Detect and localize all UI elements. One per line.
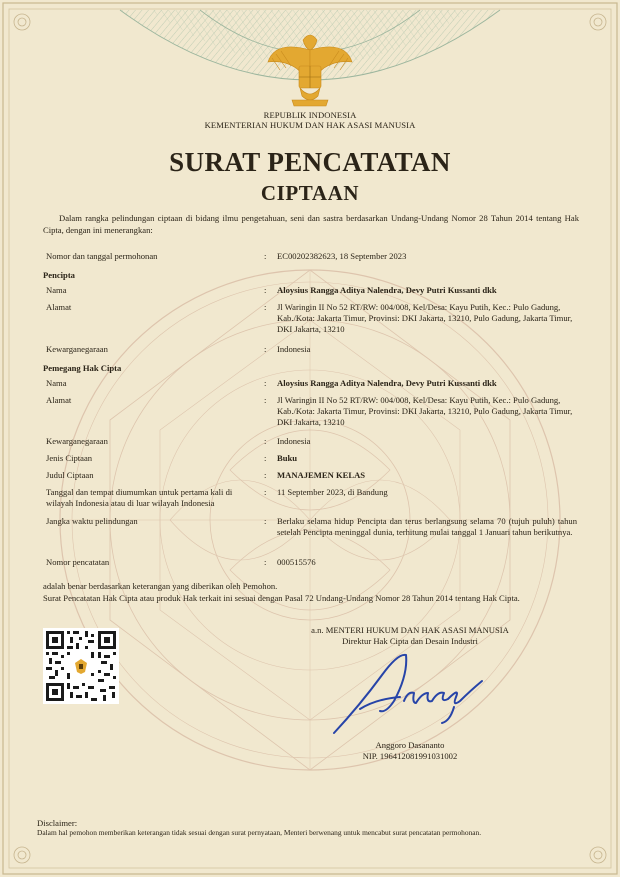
signatory-nip: NIP. 196412081991031002 [362, 751, 458, 761]
work-type: Buku [277, 453, 298, 463]
work-announce: 11 September 2023, di Bandung [277, 487, 388, 497]
header-ministry: KEMENTERIAN HUKUM DAN HAK ASASI MANUSIA [204, 120, 416, 130]
colon: : [264, 251, 267, 261]
colon: : [264, 436, 267, 446]
creator-nationality: Indonesia [277, 344, 311, 354]
colon: : [264, 557, 267, 567]
creator-name-label: Nama [46, 285, 67, 295]
colon: : [264, 395, 267, 405]
creator-name: Aloysius Rangga Aditya Nalendra, Devy Putri Kussanti dkk [277, 285, 497, 295]
work-term: Berlaku selama hidup Pencipta dan terus berlangsung selama 70 (tujuh puluh) tahun setelah Pencipta meninggal dunia, terhitung mulai tanggal 1 Januari tahun berikutnya. [277, 516, 577, 537]
work-term-label: Jangka waktu pelindungan [46, 516, 138, 526]
holder-name-label: Nama [46, 378, 67, 388]
work-title-label: Judul Ciptaan [46, 470, 94, 480]
work-type-label: Jenis Ciptaan [46, 453, 93, 463]
holder-address: Jl Waringin II No 52 RT/RW: 004/008, Kel/Desa: Kayu Putih, Kec.: Pulo Gadung, Kab./Kota: Jakarta Timur, Provinsi: DKI Jakarta, 13210, Pulo Gadung, Jakarta Timur, DKI Jakarta, 13210 [277, 395, 573, 427]
closing-line-1: adalah benar berdasarkan keterangan yang diberikan oleh Pemohon. [43, 581, 278, 591]
disclaimer-title: Disclaimer: [37, 818, 78, 828]
qr-code [43, 628, 119, 704]
intro-paragraph: Dalam rangka pelindungan ciptaan di bidang ilmu pengetahuan, seni dan sastra berdasarkan Undang-Undang Nomor 28 Tahun 2014 tentang Hak Cipta, dengan ini menerangkan: [43, 213, 579, 235]
record-number-label: Nomor pencatatan [46, 557, 110, 567]
holder-nationality-label: Kewarganegaraan [46, 436, 108, 446]
colon: : [264, 378, 267, 388]
holder-name: Aloysius Rangga Aditya Nalendra, Devy Putri Kussanti dkk [277, 378, 497, 388]
colon: : [264, 487, 267, 497]
handwritten-signature [320, 645, 500, 740]
page-title: SURAT PENCATATAN [169, 147, 451, 177]
colon: : [264, 453, 267, 463]
record-number: 000515576 [277, 557, 316, 567]
application-label: Nomor dan tanggal permohonan [46, 251, 158, 261]
holder-address-label: Alamat [46, 395, 72, 405]
disclaimer-text: Dalam hal pemohon memberikan keterangan tidak sesuai dengan surat pernyataan, Menteri berwenang untuk mencabut surat pencatatan permohonan. [37, 828, 482, 837]
page-subtitle: CIPTAAN [260, 181, 360, 205]
colon: : [264, 470, 267, 480]
application-value: EC00202382623, 18 September 2023 [277, 251, 407, 261]
header-country: REPUBLIK INDONESIA [263, 110, 357, 120]
colon: : [264, 344, 267, 354]
signature-position: Direktur Hak Cipta dan Desain Industri [342, 636, 478, 646]
section-creator: Pencipta [43, 270, 75, 280]
work-title: MANAJEMEN KELAS [277, 470, 366, 480]
signature-on-behalf: a.n. MENTERI HUKUM DAN HAK ASASI MANUSIA [311, 625, 509, 635]
creator-address-label: Alamat [46, 302, 72, 312]
signatory-name: Anggoro Dasananto [375, 740, 445, 750]
work-announce-label: Tanggal dan tempat diumumkan untuk pertama kali di wilayah Indonesia atau di luar wilayah Indonesia [46, 487, 233, 508]
creator-nationality-label: Kewarganegaraan [46, 344, 108, 354]
colon: : [264, 302, 267, 312]
holder-nationality: Indonesia [277, 436, 311, 446]
closing-line-2: Surat Pencatatan Hak Cipta atau produk Hak terkait ini sesuai dengan Pasal 72 Undang-Undang Nomor 28 Tahun 2014 tentang Hak Cipta. [43, 593, 520, 603]
colon: : [264, 516, 267, 526]
section-holder: Pemegang Hak Cipta [43, 363, 122, 373]
colon: : [264, 285, 267, 295]
creator-address: Jl Waringin II No 52 RT/RW: 004/008, Kel/Desa: Kayu Putih, Kec.: Pulo Gadung, Kab./Kota: Jakarta Timur, Provinsi: DKI Jakarta, 13210, Pulo Gadung, Jakarta Timur, DKI Jakarta, 13210 [277, 302, 573, 334]
